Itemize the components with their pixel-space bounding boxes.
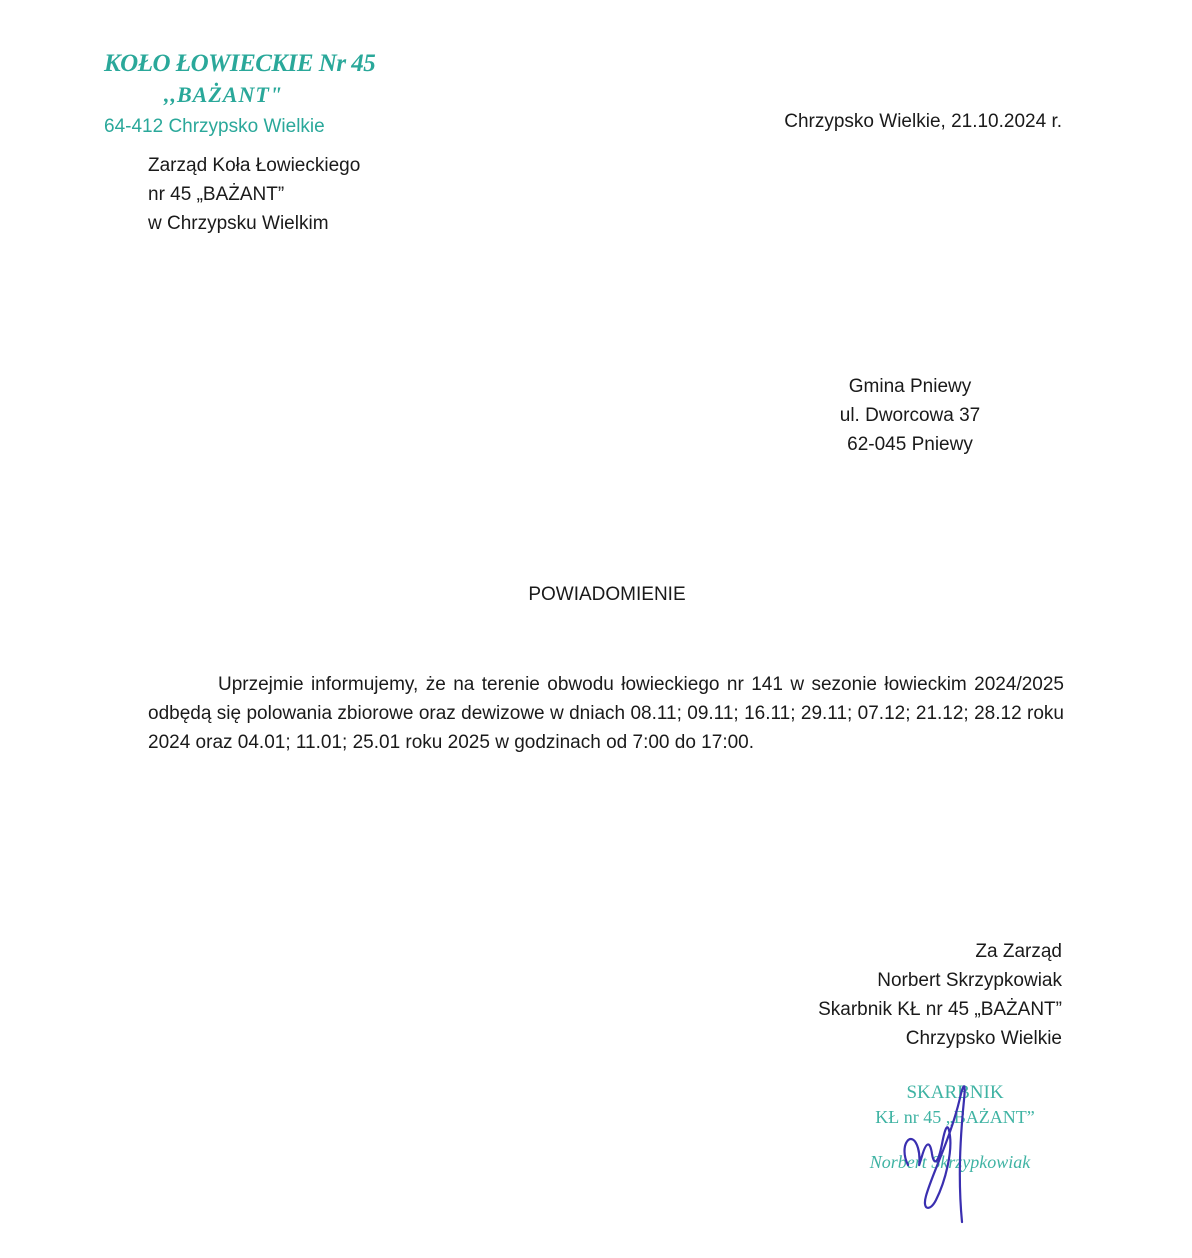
stamp-title: SKARBNIK	[906, 1082, 1004, 1103]
letter-date: Chrzypsko Wielkie, 21.10.2024 r.	[784, 111, 1062, 132]
sender-line: nr 45 „BAŻANT”	[148, 184, 285, 205]
sender-address	[148, 151, 360, 238]
letterhead-city: 64-412 Chrzypsko Wielkie	[104, 116, 325, 137]
letterhead-motto: ,,BAŻANT"	[164, 82, 283, 107]
sender-line: Zarząd Koła Łowieckiego	[148, 155, 361, 176]
signature-line: Chrzypsko Wielkie	[905, 1028, 1062, 1049]
body-paragraph: Uprzejmie informujemy, że na terenie obwodu łowieckiego nr 141 w sezonie łowieckim 2024/2025 odbędą się polowania zbiorowe oraz dewizowe w dniach 08.11; 09.11; 16.11; 29.11; 07.12; 21.12; 28.12 roku 2024 oraz 04.01; 11.01; 25.01 roku 2025 w godzinach od 7:00 do 17:00.	[148, 674, 1064, 753]
letterhead-name: KOŁO ŁOWIECKIE Nr 45	[104, 50, 376, 77]
signature-line: Norbert Skrzypkowiak	[877, 970, 1062, 991]
sender-line: w Chrzypsku Wielkim	[148, 213, 329, 234]
recipient-line: Gmina Pniewy	[848, 376, 972, 397]
recipient-address	[820, 372, 1000, 459]
stamp-org: KŁ nr 45 „BAŻANT”	[875, 1107, 1035, 1127]
official-stamp	[850, 1070, 1060, 1230]
signature-block	[818, 937, 1062, 1053]
stamp-person: Norbert Skrzypkowiak	[869, 1152, 1031, 1172]
recipient-line: 62-045 Pniewy	[847, 434, 973, 455]
document-title: POWIADOMIENIE	[528, 584, 686, 605]
signature-line: Skarbnik KŁ nr 45 „BAŻANT”	[818, 999, 1062, 1020]
signature-line: Za Zarząd	[975, 941, 1062, 962]
recipient-line: ul. Dworcowa 37	[839, 405, 981, 426]
